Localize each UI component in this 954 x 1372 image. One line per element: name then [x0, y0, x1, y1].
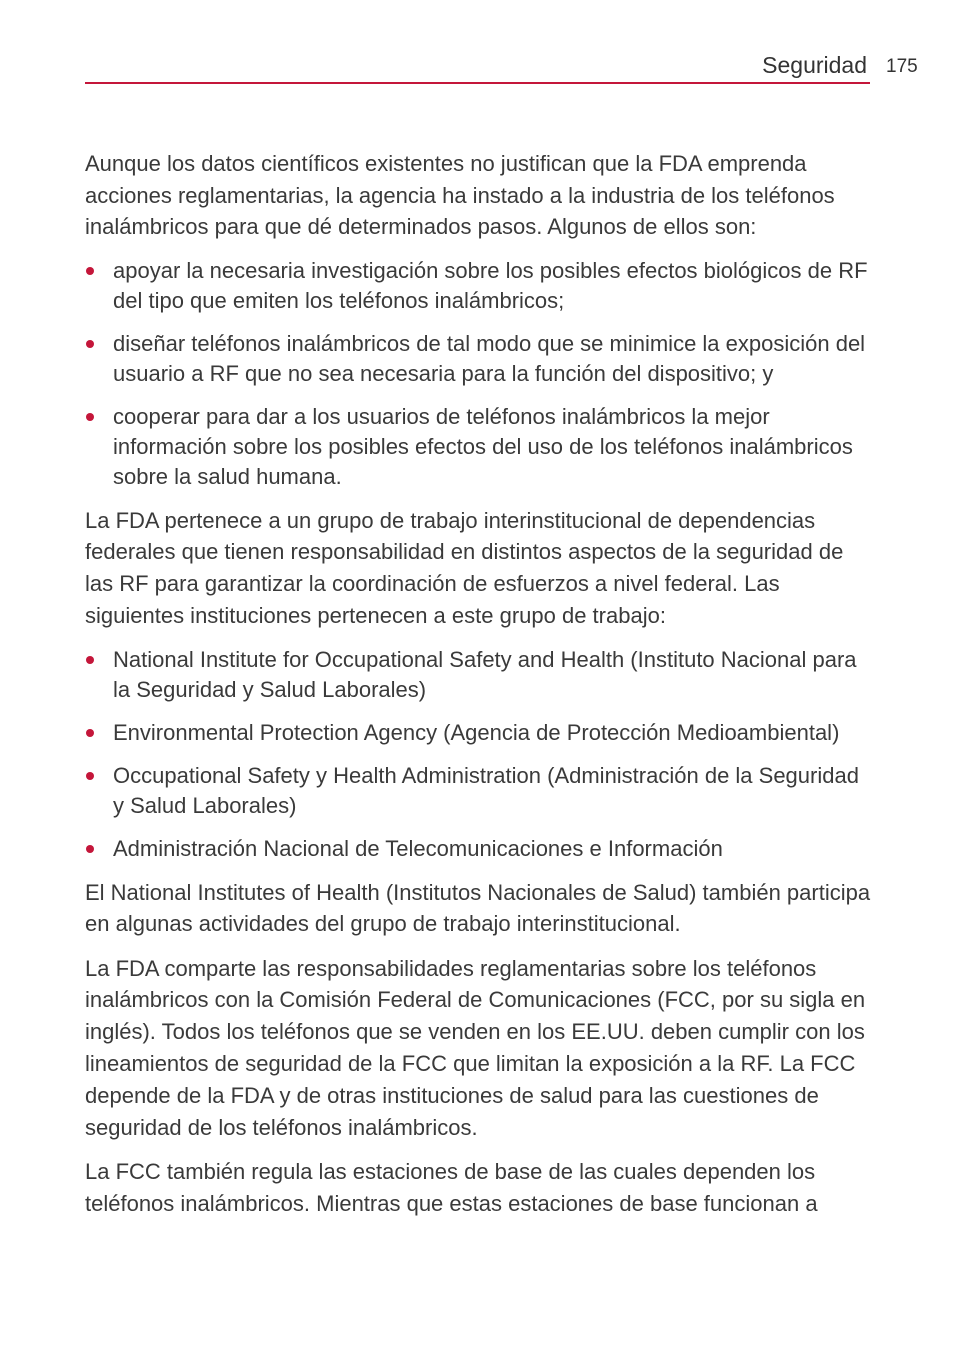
institutions-list: [85, 645, 875, 864]
bullet-icon: [86, 656, 94, 664]
paragraph-intro: Aunque los datos científicos existentes no justifican que la FDA emprenda acciones reglamentarias, la agencia ha instado a la industria de los teléfonos inalámbricos para que dé determinados pasos. Algunos de ellos son:: [85, 151, 835, 239]
fda-steps-list: [85, 256, 875, 492]
page-header: [85, 50, 870, 84]
list-item-text: National Institute for Occupational Safety and Health (Instituto Nacional para la Seguridad y Salud Laborales): [113, 646, 857, 702]
bullet-icon: [86, 772, 94, 780]
list-item-text: apoyar la necesaria investigación sobre los posibles efectos biológicos de RF del tipo que emiten los teléfonos inalámbricos;: [113, 257, 868, 313]
list-item-text: Occupational Safety y Health Administration (Administración de la Seguridad y Salud Laborales): [113, 762, 859, 818]
paragraph-fcc-base-stations: La FCC también regula las estaciones de base de las cuales dependen los teléfonos inalámbricos. Mientras que estas estaciones de base funcionan a: [85, 1159, 818, 1216]
paragraph-fcc-responsibilities: La FDA comparte las responsabilidades reglamentarias sobre los teléfonos inalámbricos con la Comisión Federal de Comunicaciones (FCC, por su sigla en inglés). Todos los teléfonos que se venden en los EE.UU. deben cumplir con los lineamientos de seguridad de la FCC que limitan la exposición a la RF. La FCC depende de la FDA y de otras instituciones de salud para las cuestiones de seguridad de los teléfonos inalámbricos.: [85, 955, 866, 1140]
bullet-icon: [86, 413, 94, 421]
page-number: 175: [886, 56, 918, 77]
list-item: [85, 329, 875, 389]
bullet-icon: [86, 729, 94, 737]
list-item-text: diseñar teléfonos inalámbricos de tal modo que se minimice la exposición del usuario a RF que no sea necesaria para la función del dispositivo; y: [113, 330, 866, 386]
section-title: Seguridad: [762, 52, 867, 78]
bullet-icon: [86, 340, 94, 348]
list-item-text: cooperar para dar a los usuarios de teléfonos inalámbricos la mejor información sobre los posibles efectos del uso de los teléfonos inalámbricos sobre la salud humana.: [113, 403, 853, 489]
list-item: [85, 645, 875, 705]
list-item: [85, 761, 875, 821]
list-item: [85, 834, 875, 864]
page-body: [85, 148, 875, 1232]
paragraph-working-group: La FDA pertenece a un grupo de trabajo interinstitucional de dependencias federales que tienen responsabilidad en distintos aspectos de la seguridad de las RF para garantizar la coordinación de esfuerzos a nivel federal. Las siguientes instituciones pertenecen a este grupo de trabajo:: [85, 507, 844, 628]
list-item: [85, 256, 875, 316]
list-item: [85, 718, 875, 748]
list-item: [85, 402, 875, 492]
bullet-icon: [86, 267, 94, 275]
paragraph-nih: El National Institutes of Health (Institutos Nacionales de Salud) también participa en algunas actividades del grupo de trabajo interinstitucional.: [85, 879, 871, 937]
bullet-icon: [86, 845, 94, 853]
list-item-text: Administración Nacional de Telecomunicaciones e Información: [113, 835, 723, 861]
list-item-text: Environmental Protection Agency (Agencia de Protección Medioambiental): [113, 719, 840, 745]
